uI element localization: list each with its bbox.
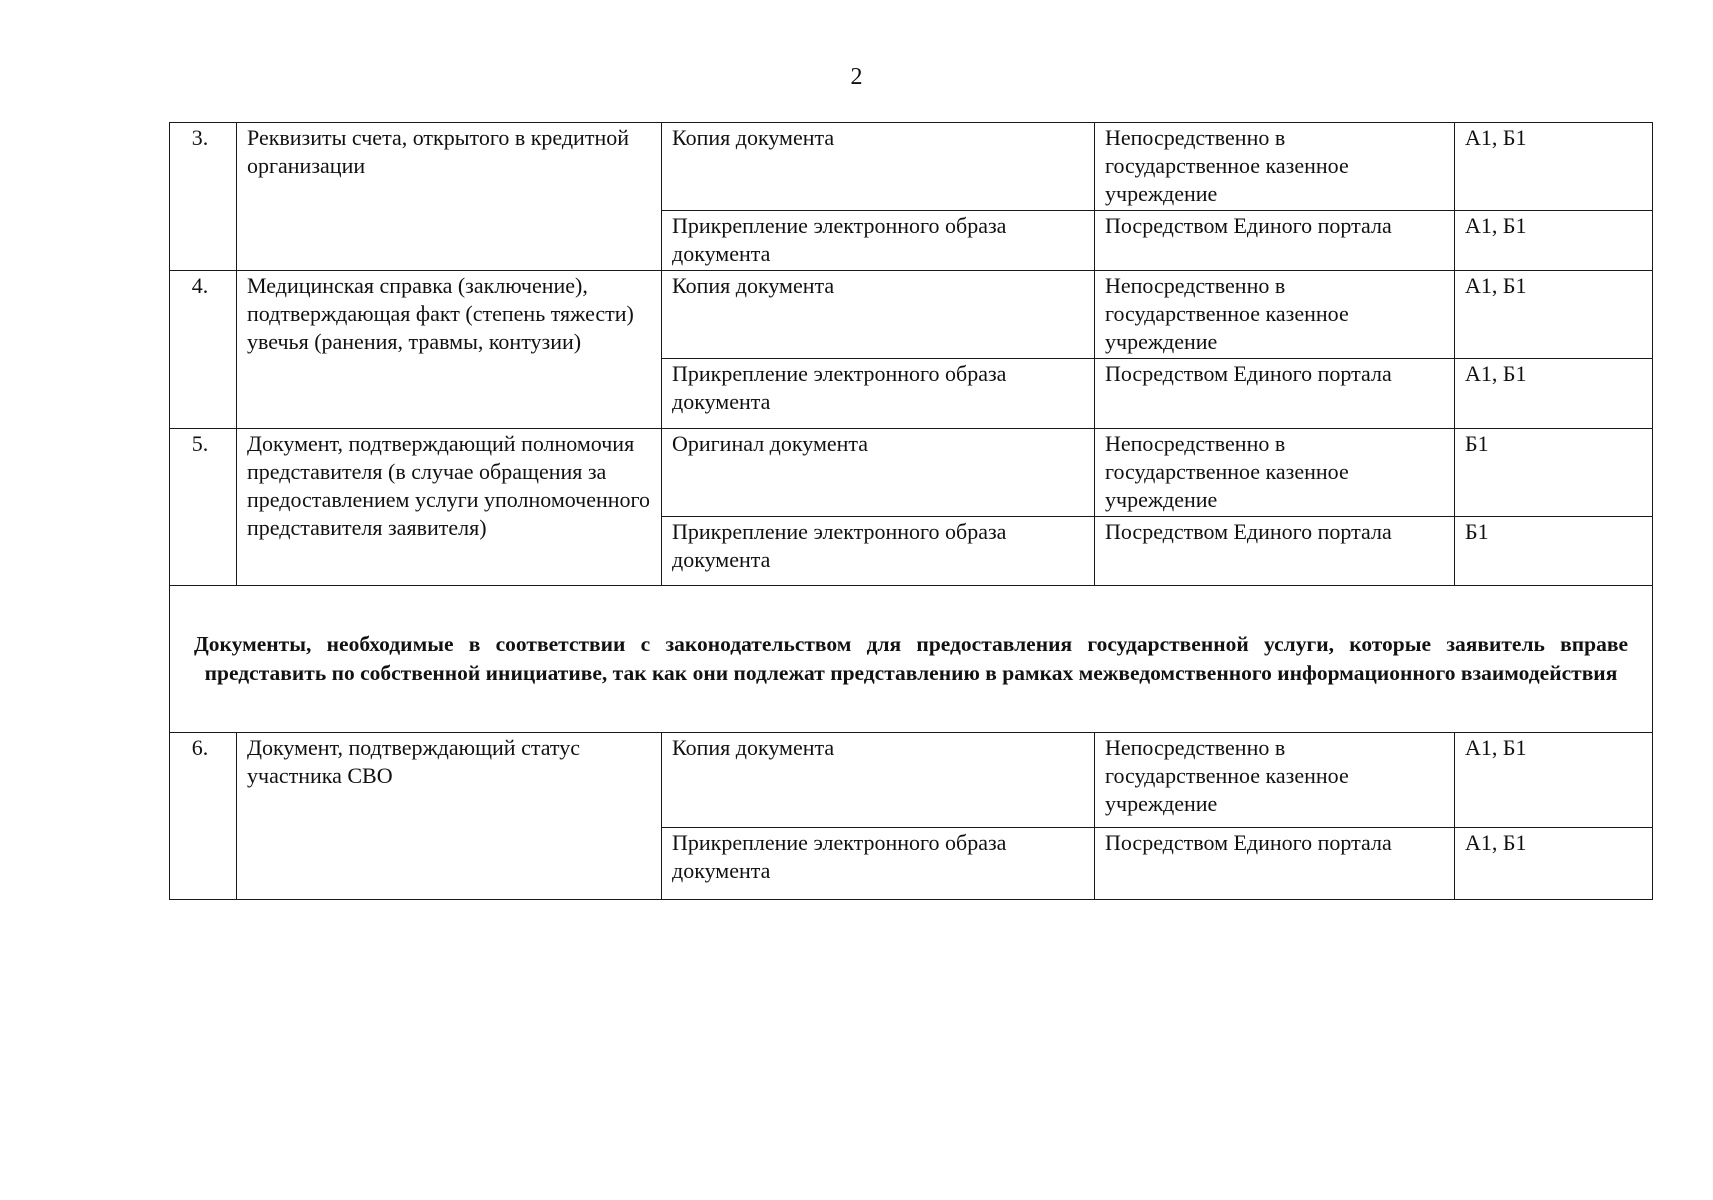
submission-form: Прикрепление электронного образа документа [662, 828, 1095, 900]
submission-way: Посредством Единого портала [1095, 828, 1455, 900]
applicant-category: А1, Б1 [1455, 828, 1653, 900]
applicant-category: А1, Б1 [1455, 733, 1653, 828]
submission-way: Непосредственно в государственное казенное учреждение [1095, 429, 1455, 517]
row-number: 6. [170, 733, 237, 900]
applicant-category: Б1 [1455, 429, 1653, 517]
submission-form: Прикрепление электронного образа документа [662, 359, 1095, 429]
applicant-category: Б1 [1455, 517, 1653, 586]
submission-way: Непосредственно в государственное казенное учреждение [1095, 123, 1455, 211]
row-number: 4. [170, 271, 237, 429]
document-name: Документ, подтверждающий статус участника СВО [237, 733, 662, 900]
document-name: Реквизиты счета, открытого в кредитной организации [237, 123, 662, 271]
table-row [170, 733, 1653, 828]
applicant-category: А1, Б1 [1455, 271, 1653, 359]
submission-form: Прикрепление электронного образа документа [662, 211, 1095, 271]
page-number: 2 [850, 64, 863, 90]
submission-form: Копия документа [662, 733, 1095, 828]
section-heading-text: Документы, необходимые в соответствии с законодательством для предоставления государственной услуги, которые заявитель вправе представить по собственной инициативе, так как они подлежат представлению в рамках межведомственного информационного взаимодействия [194, 632, 1628, 685]
table-row [170, 123, 1653, 211]
table-row [170, 271, 1653, 359]
applicant-category: А1, Б1 [1455, 123, 1653, 211]
row-number: 5. [170, 429, 237, 586]
applicant-category: А1, Б1 [1455, 211, 1653, 271]
section-heading-row [170, 586, 1653, 733]
submission-form: Оригинал документа [662, 429, 1095, 517]
section-heading [170, 586, 1653, 733]
submission-form: Прикрепление электронного образа документа [662, 517, 1095, 586]
row-number: 3. [170, 123, 237, 271]
submission-way: Посредством Единого портала [1095, 211, 1455, 271]
submission-way: Непосредственно в государственное казенное учреждение [1095, 271, 1455, 359]
documents-table [169, 122, 1653, 900]
submission-form: Копия документа [662, 123, 1095, 211]
applicant-category: А1, Б1 [1455, 359, 1653, 429]
document-name: Медицинская справка (заключение), подтверждающая факт (степень тяжести) увечья (ранения, травмы, контузии) [237, 271, 662, 429]
submission-form: Копия документа [662, 271, 1095, 359]
table-row [170, 429, 1653, 517]
submission-way: Посредством Единого портала [1095, 517, 1455, 586]
document-name: Документ, подтверждающий полномочия представителя (в случае обращения за предоставлением услуги уполномоченного представителя заявителя) [237, 429, 662, 586]
submission-way: Посредством Единого портала [1095, 359, 1455, 429]
submission-way: Непосредственно в государственное казенное учреждение [1095, 733, 1455, 828]
